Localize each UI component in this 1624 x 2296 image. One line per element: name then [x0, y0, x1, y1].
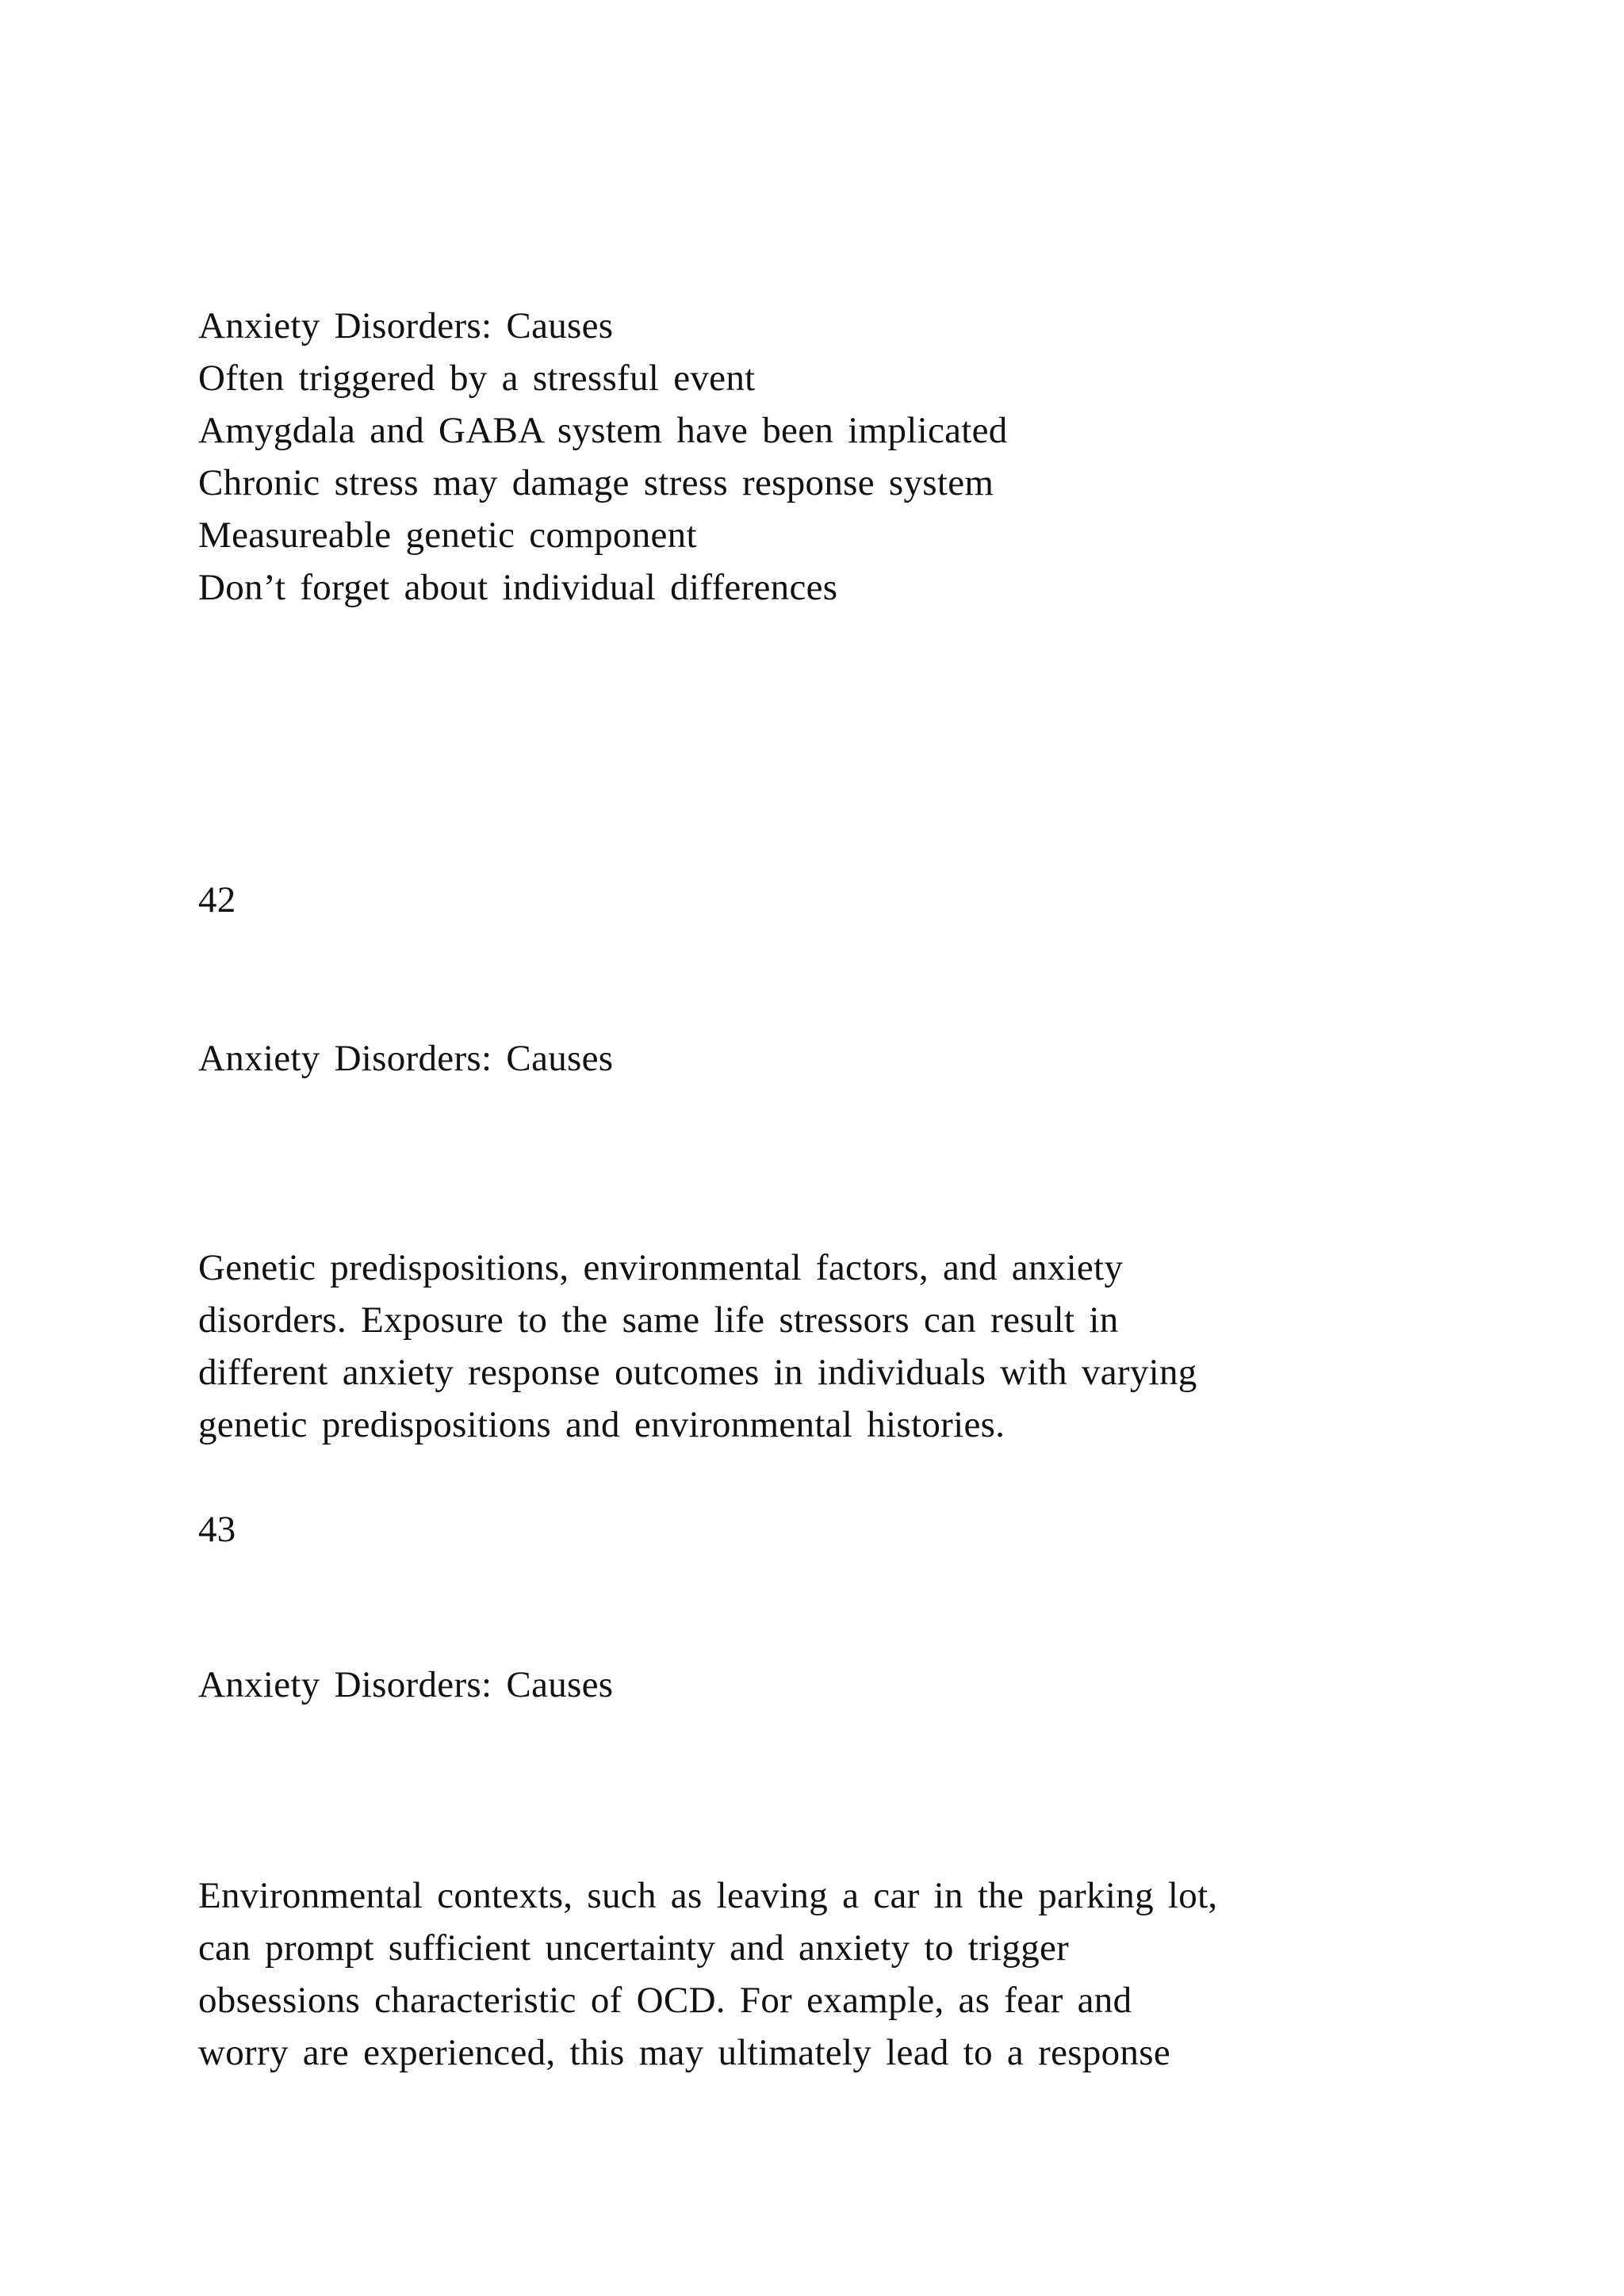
body-line: can prompt sufficient uncertainty and anxiety to trigger	[198, 1927, 1070, 1969]
section-heading: Anxiety Disorders: Causes	[198, 1038, 614, 1079]
body-line: worry are experienced, this may ultimately lead to a response	[198, 2032, 1170, 2073]
page-number: 43	[198, 1509, 236, 1550]
section-heading: Anxiety Disorders: Causes	[198, 305, 614, 346]
body-line: different anxiety response outcomes in individuals with varying	[198, 1352, 1197, 1393]
page-number: 42	[198, 879, 236, 920]
body-line: Genetic predispositions, environmental factors, and anxiety	[198, 1247, 1124, 1288]
bullet-item: Chronic stress may damage stress response system	[198, 462, 994, 503]
section-heading: Anxiety Disorders: Causes	[198, 1664, 614, 1705]
body-line: obsessions characteristic of OCD. For example, as fear and	[198, 1980, 1132, 2021]
body-line: disorders. Exposure to the same life stressors can result in	[198, 1299, 1119, 1341]
body-line: Environmental contexts, such as leaving a car in the parking lot,	[198, 1875, 1218, 1916]
bullet-item: Amygdala and GABA system have been implicated	[198, 410, 1008, 451]
bullet-item: Often triggered by a stressful event	[198, 358, 756, 399]
body-line: genetic predispositions and environmental histories.	[198, 1404, 1005, 1445]
bullet-item: Don’t forget about individual differences	[198, 567, 838, 608]
bullet-item: Measureable genetic component	[198, 515, 697, 556]
